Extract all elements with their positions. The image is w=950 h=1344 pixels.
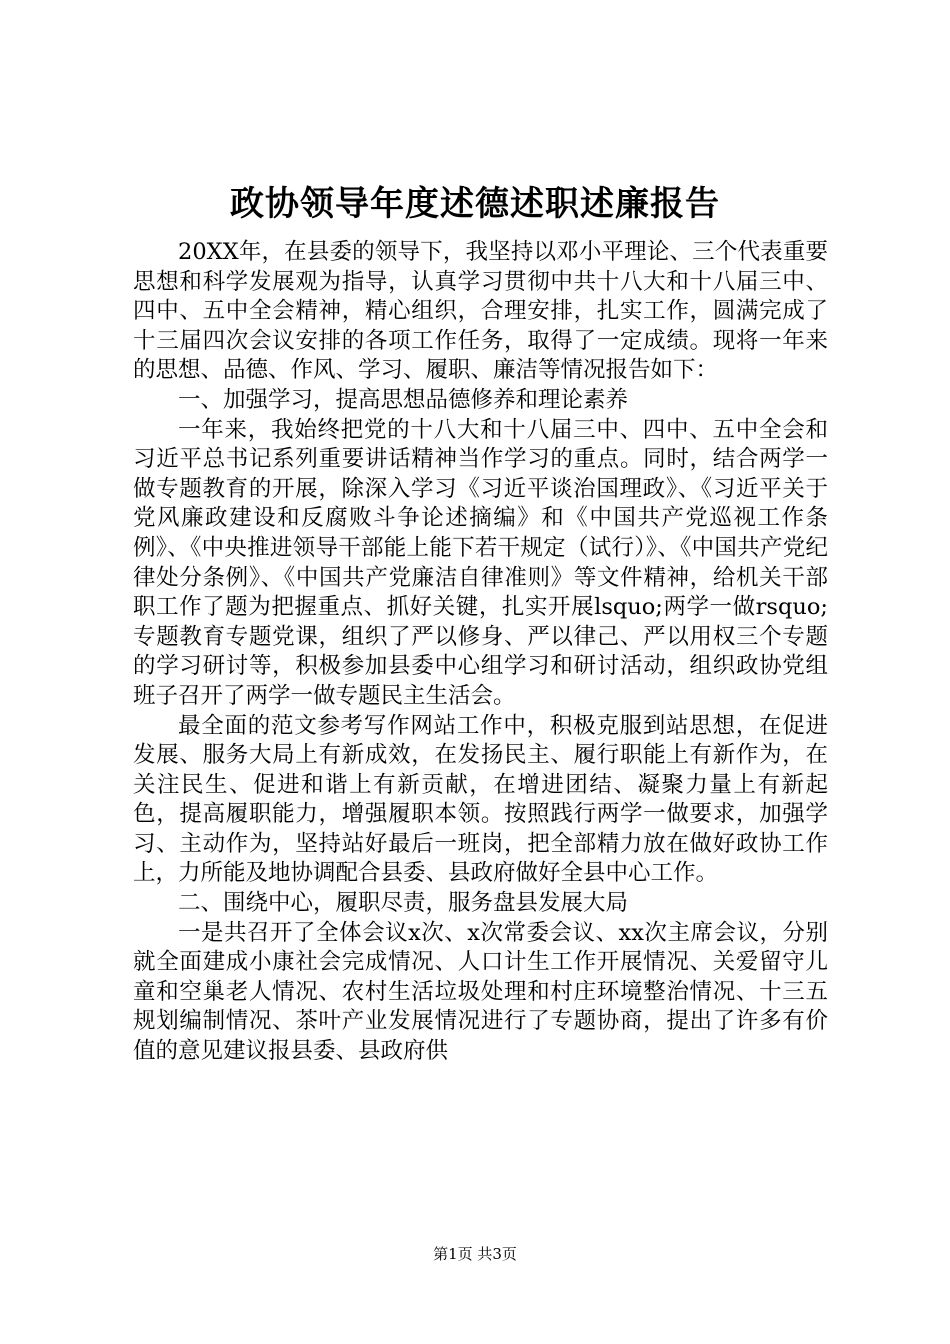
document-title: 政协领导年度述德述职述廉报告 bbox=[230, 184, 720, 224]
page-footer: 第1页 共3页 bbox=[433, 1245, 517, 1263]
section-heading-1: 一、加强学习，提高思想品德修养和理论素养 bbox=[178, 386, 629, 413]
paragraph-work: 最全面的范文参考写作网站工作中，积极克服到站思想，在促进发展、服务大局上有新成效，在发扬民主、履行职能上有新作为，在关注民生、促进和谐上有新贡献，在增进团结、凝聚力量上有新起色，提高履职能力，增强履职本领。按照践行两学一做要求，加强学习、主动作为，坚持站好最后一班岗，把全部精力放在做好政协工作上，力所能及地协调配合县委、县政府做好全县中心工作。 bbox=[133, 712, 828, 887]
document-body bbox=[133, 238, 828, 1067]
paragraph-study: 一年来，我始终把党的十八大和十八届三中、四中、五中全会和习近平总书记系列重要讲话精神当作学习的重点。同时，结合两学一做专题教育的开展，除深入学习《习近平谈治国理政》、《习近平关于党风廉政建设和反腐败斗争论述摘编》和《中国共产党巡视工作条例》、《中央推进领导干部能上能下若干规定（试行）》、《中国共产党纪律处分条例》、《中国共产党廉洁自律准则》等文件精神，给机关干部职工作了题为把握重点、抓好关键，扎实开展lsquo;两学一做rsquo;专题教育专题党课，组织了严以修身、严以律己、严以用权三个专题的学习研讨等，积极参加县委中心组学习和研讨活动，组织政协党组班子召开了两学一做专题民主生活会。 bbox=[133, 416, 828, 709]
section-heading-2: 二、围绕中心，履职尽责，服务盘县发展大局 bbox=[178, 890, 629, 917]
paragraph-intro: 20XX年，在县委的领导下，我坚持以邓小平理论、三个代表重要思想和科学发展观为指导，认真学习贯彻中共十八大和十八届三中、四中、五中全会精神，精心组织，合理安排，扎实工作，圆满完成了十三届四次会议安排的各项工作任务，取得了一定成绩。现将一年来的思想、品德、作风、学习、履职、廉洁等情况报告如下： bbox=[133, 239, 828, 384]
paragraph-meetings: 一是共召开了全体会议x次、x次常委会议、xx次主席会议，分别就全面建成小康社会完成情况、人口计生工作开展情况、关爱留守儿童和空巢老人情况、农村生活垃圾处理和村庄环境整治情况、十三五规划编制情况、茶叶产业发展情况进行了专题协商，提出了许多有价值的意见建议报县委、县政府供 bbox=[133, 919, 828, 1065]
